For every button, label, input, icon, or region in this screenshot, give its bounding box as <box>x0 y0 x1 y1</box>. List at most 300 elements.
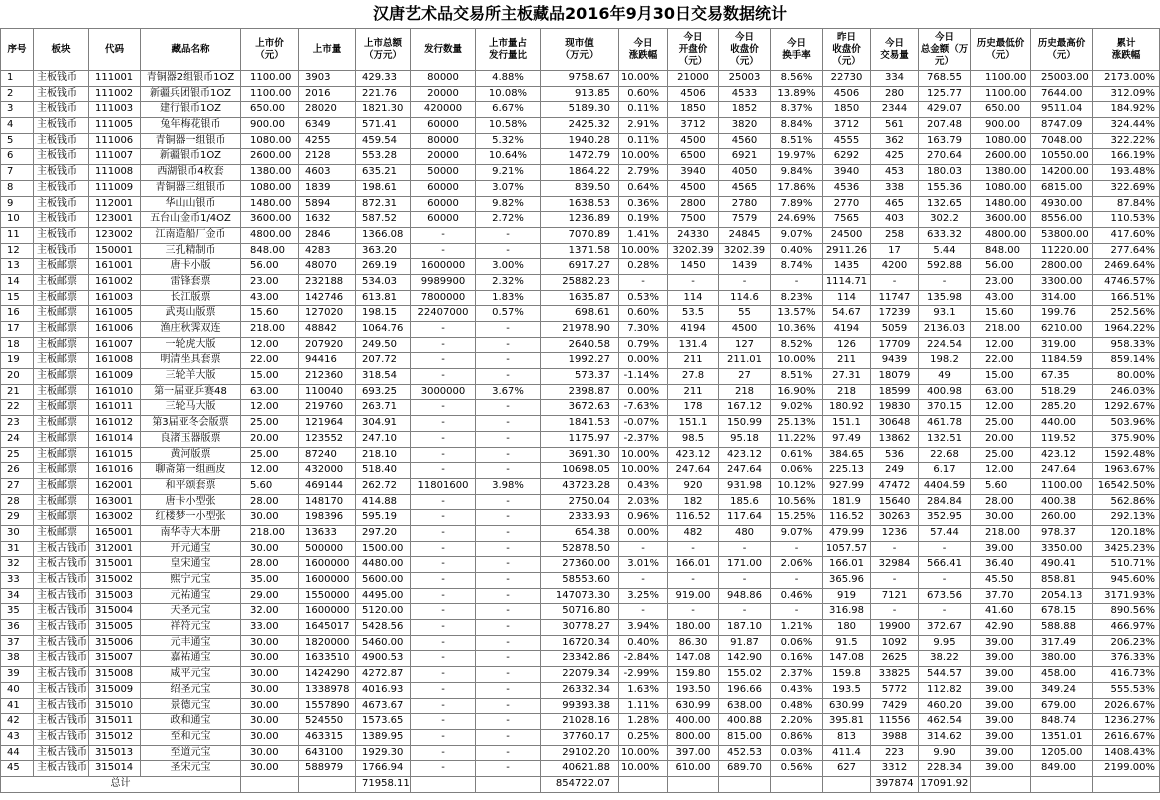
cell-open-price: 919.00 <box>668 589 719 605</box>
cell-daily-amount: 224.54 <box>919 338 971 354</box>
cell-listing-volume: 2846 <box>299 228 356 244</box>
cell-cumulative-change: 1292.67% <box>1093 400 1160 416</box>
empty-cell <box>668 777 719 793</box>
cell-listing-price: 25.00 <box>241 416 299 432</box>
cell-market-value: 3691.30 <box>541 448 619 464</box>
cell-listing-total: 263.71 <box>356 400 411 416</box>
cell-listing-total: 269.19 <box>356 259 411 275</box>
cell-section: 主板邮票 <box>34 291 89 307</box>
cell-listing-ratio: - <box>476 636 541 652</box>
cell-turnover-rate: 8.37% <box>771 102 823 118</box>
cell-open-price: 21000 <box>668 71 719 87</box>
cell-listing-price: 2600.00 <box>241 149 299 165</box>
cell-listing-volume: 643100 <box>299 746 356 762</box>
cell-market-value: 2333.93 <box>541 510 619 526</box>
cell-code: 161001 <box>89 259 141 275</box>
cell-issue-quantity: 60000 <box>411 118 476 134</box>
cell-historic-low: 1100.00 <box>971 87 1031 103</box>
cell-historic-low: 20.00 <box>971 432 1031 448</box>
cell-turnover-rate: 13.89% <box>771 87 823 103</box>
cell-daily-amount: 4404.59 <box>919 479 971 495</box>
cell-prev-close: 116.52 <box>823 510 871 526</box>
cell-daily-amount: - <box>919 275 971 291</box>
cell-turnover-rate: 0.46% <box>771 589 823 605</box>
cell-code: 111003 <box>89 102 141 118</box>
column-header-listing-volume: 上市量 <box>299 29 356 71</box>
cell-item-name: 华山山银币 <box>141 197 241 213</box>
cell-historic-low: 2600.00 <box>971 149 1031 165</box>
cell-market-value: 2640.58 <box>541 338 619 354</box>
cell-market-value: 1864.22 <box>541 165 619 181</box>
cell-turnover-rate: 17.86% <box>771 181 823 197</box>
cell-turnover-rate: 9.02% <box>771 400 823 416</box>
cell-section: 主板古钱币 <box>34 620 89 636</box>
cell-turnover-rate: 9.84% <box>771 165 823 181</box>
cell-market-value: 43723.28 <box>541 479 619 495</box>
cell-daily-change: 10.00% <box>619 761 668 777</box>
cell-daily-volume: 223 <box>871 746 919 762</box>
cell-code: 150001 <box>89 244 141 260</box>
cell-historic-high: 349.24 <box>1031 683 1093 699</box>
cell-daily-amount: 460.20 <box>919 699 971 715</box>
cell-cumulative-change: 416.73% <box>1093 667 1160 683</box>
cell-turnover-rate: 2.20% <box>771 714 823 730</box>
cell-issue-quantity: - <box>411 228 476 244</box>
cell-code: 315011 <box>89 714 141 730</box>
cell-daily-change: - <box>619 275 668 291</box>
cell-item-name: 皇宋通宝 <box>141 557 241 573</box>
cell-market-value: 30778.27 <box>541 620 619 636</box>
cell-close-price: 4500 <box>719 322 771 338</box>
cell-index: 42 <box>1 714 34 730</box>
cell-listing-total: 363.20 <box>356 244 411 260</box>
cell-historic-low: 25.00 <box>971 416 1031 432</box>
cell-turnover-rate: 10.36% <box>771 322 823 338</box>
cell-prev-close: 627 <box>823 761 871 777</box>
cell-market-value: 2398.87 <box>541 385 619 401</box>
cell-daily-amount: 633.32 <box>919 228 971 244</box>
cell-prev-close: 91.5 <box>823 636 871 652</box>
cell-listing-total: 221.76 <box>356 87 411 103</box>
cell-daily-volume: 30263 <box>871 510 919 526</box>
cell-historic-low: 5.60 <box>971 479 1031 495</box>
empty-cell <box>1031 777 1093 793</box>
cell-open-price: 166.01 <box>668 557 719 573</box>
cell-daily-amount: 163.79 <box>919 134 971 150</box>
cell-daily-volume: 1236 <box>871 526 919 542</box>
cell-daily-change: 10.00% <box>619 746 668 762</box>
cell-daily-volume: 19900 <box>871 620 919 636</box>
cell-turnover-rate: 8.52% <box>771 338 823 354</box>
cell-listing-volume: 121964 <box>299 416 356 432</box>
cell-listing-volume: 524550 <box>299 714 356 730</box>
cell-cumulative-change: 16542.50% <box>1093 479 1160 495</box>
cell-index: 38 <box>1 651 34 667</box>
cell-turnover-rate: - <box>771 542 823 558</box>
cell-listing-ratio: - <box>476 228 541 244</box>
cell-daily-amount: 314.62 <box>919 730 971 746</box>
cell-cumulative-change: 417.60% <box>1093 228 1160 244</box>
cell-issue-quantity: - <box>411 322 476 338</box>
cell-historic-high: 317.49 <box>1031 636 1093 652</box>
cell-daily-change: 10.00% <box>619 149 668 165</box>
cell-daily-amount: 370.15 <box>919 400 971 416</box>
cell-prev-close: 166.01 <box>823 557 871 573</box>
cell-daily-change: 1.63% <box>619 683 668 699</box>
cell-cumulative-change: 958.33% <box>1093 338 1160 354</box>
cell-index: 39 <box>1 667 34 683</box>
cell-historic-low: 22.00 <box>971 353 1031 369</box>
cell-item-name: 五台山金币1/4OZ <box>141 212 241 228</box>
cell-close-price: 423.12 <box>719 448 771 464</box>
cell-historic-low: 39.00 <box>971 636 1031 652</box>
cell-prev-close: 1114.71 <box>823 275 871 291</box>
cell-issue-quantity: 22407000 <box>411 306 476 322</box>
cell-listing-price: 30.00 <box>241 683 299 699</box>
cell-item-name: 三轮羊大版 <box>141 369 241 385</box>
cell-turnover-rate: 10.56% <box>771 495 823 511</box>
cell-open-price: 211 <box>668 353 719 369</box>
cell-listing-price: 30.00 <box>241 510 299 526</box>
cell-code: 165001 <box>89 526 141 542</box>
cell-cumulative-change: 2199.00% <box>1093 761 1160 777</box>
cell-prev-close: 1850 <box>823 102 871 118</box>
cell-listing-total: 587.52 <box>356 212 411 228</box>
cell-turnover-rate: 0.48% <box>771 699 823 715</box>
cell-item-name: 圣宋元宝 <box>141 761 241 777</box>
cell-item-name: 武夷山版票 <box>141 306 241 322</box>
cell-cumulative-change: 2616.67% <box>1093 730 1160 746</box>
cell-prev-close: 1435 <box>823 259 871 275</box>
column-header-daily-amount: 今日 总金额（万元） <box>919 29 971 71</box>
cell-close-price: 1439 <box>719 259 771 275</box>
cell-daily-volume: 3988 <box>871 730 919 746</box>
cell-listing-ratio: 2.32% <box>476 275 541 291</box>
cell-close-price: 187.10 <box>719 620 771 636</box>
cell-section: 主板钱币 <box>34 118 89 134</box>
cell-market-value: 1841.53 <box>541 416 619 432</box>
cell-turnover-rate: 9.07% <box>771 228 823 244</box>
cell-prev-close: 180.92 <box>823 400 871 416</box>
cell-open-price: 7500 <box>668 212 719 228</box>
cell-cumulative-change: 292.13% <box>1093 510 1160 526</box>
cell-listing-total: 429.33 <box>356 71 411 87</box>
cell-item-name: 江南造船厂金币 <box>141 228 241 244</box>
cell-daily-volume: 7121 <box>871 589 919 605</box>
empty-cell <box>823 777 871 793</box>
cell-close-price: 4050 <box>719 165 771 181</box>
cell-market-value: 573.37 <box>541 369 619 385</box>
cell-section: 主板邮票 <box>34 400 89 416</box>
cell-historic-low: 39.00 <box>971 683 1031 699</box>
cell-cumulative-change: 466.97% <box>1093 620 1160 636</box>
cell-close-price: 400.88 <box>719 714 771 730</box>
cell-listing-volume: 1820000 <box>299 636 356 652</box>
cell-issue-quantity: 7800000 <box>411 291 476 307</box>
cell-cumulative-change: 2469.64% <box>1093 259 1160 275</box>
cell-daily-volume: 11556 <box>871 714 919 730</box>
cell-historic-low: 28.00 <box>971 495 1031 511</box>
cell-daily-amount: - <box>919 542 971 558</box>
cell-close-price: 6921 <box>719 149 771 165</box>
cell-open-price: - <box>668 275 719 291</box>
cell-listing-ratio: - <box>476 353 541 369</box>
cell-daily-change: 10.00% <box>619 448 668 464</box>
cell-listing-volume: 1557890 <box>299 699 356 715</box>
cell-listing-total: 198.61 <box>356 181 411 197</box>
cell-historic-low: 218.00 <box>971 526 1031 542</box>
cell-prev-close: 479.99 <box>823 526 871 542</box>
cell-market-value: 16720.34 <box>541 636 619 652</box>
cell-daily-volume: 5772 <box>871 683 919 699</box>
cell-index: 41 <box>1 699 34 715</box>
cell-historic-high: 314.00 <box>1031 291 1093 307</box>
cell-close-price: - <box>719 275 771 291</box>
cell-daily-volume: 18599 <box>871 385 919 401</box>
cell-market-value: 26332.34 <box>541 683 619 699</box>
cell-index: 30 <box>1 526 34 542</box>
cell-listing-volume: 469144 <box>299 479 356 495</box>
cell-cumulative-change: 2173.00% <box>1093 71 1160 87</box>
cell-item-name: 祥符元宝 <box>141 620 241 636</box>
cell-section: 主板古钱币 <box>34 746 89 762</box>
column-header-listing-price: 上市价 （元） <box>241 29 299 71</box>
cell-code: 161008 <box>89 353 141 369</box>
cell-daily-volume: 249 <box>871 463 919 479</box>
cell-close-price: 2780 <box>719 197 771 213</box>
cell-turnover-rate: 15.25% <box>771 510 823 526</box>
cell-prev-close: 218 <box>823 385 871 401</box>
cell-daily-amount: 768.55 <box>919 71 971 87</box>
column-header-item-name: 藏品名称 <box>141 29 241 71</box>
cell-close-price: 3820 <box>719 118 771 134</box>
empty-cell <box>411 777 476 793</box>
cell-daily-amount: 5.44 <box>919 244 971 260</box>
cell-code: 161007 <box>89 338 141 354</box>
cell-daily-change: 0.00% <box>619 385 668 401</box>
cell-listing-volume: 1600000 <box>299 557 356 573</box>
cell-historic-high: 67.35 <box>1031 369 1093 385</box>
cell-open-price: 630.99 <box>668 699 719 715</box>
cell-daily-amount: 135.98 <box>919 291 971 307</box>
cell-code: 163001 <box>89 495 141 511</box>
column-header-daily-change: 今日 涨跌幅 <box>619 29 668 71</box>
cell-index: 2 <box>1 87 34 103</box>
cell-market-value: 25882.23 <box>541 275 619 291</box>
cell-listing-volume: 4283 <box>299 244 356 260</box>
cell-turnover-rate: - <box>771 604 823 620</box>
cell-listing-price: 1080.00 <box>241 181 299 197</box>
cell-daily-amount: 461.78 <box>919 416 971 432</box>
cell-index: 22 <box>1 400 34 416</box>
cell-listing-price: 900.00 <box>241 118 299 134</box>
cell-index: 12 <box>1 244 34 260</box>
cell-item-name: 长江版票 <box>141 291 241 307</box>
cell-prev-close: 159.8 <box>823 667 871 683</box>
cell-listing-volume: 198396 <box>299 510 356 526</box>
cell-historic-high: 2054.13 <box>1031 589 1093 605</box>
cell-item-name: 聊斋第一组画皮 <box>141 463 241 479</box>
cell-historic-high: 14200.00 <box>1031 165 1093 181</box>
cell-code: 161012 <box>89 416 141 432</box>
cell-issue-quantity: - <box>411 510 476 526</box>
cell-daily-change: 0.11% <box>619 102 668 118</box>
cell-issue-quantity: 80000 <box>411 134 476 150</box>
cell-daily-amount: 352.95 <box>919 510 971 526</box>
cell-historic-high: 10550.00 <box>1031 149 1093 165</box>
cell-open-price: 178 <box>668 400 719 416</box>
cell-close-price: 196.66 <box>719 683 771 699</box>
cell-daily-volume: 3312 <box>871 761 919 777</box>
cell-close-price: 247.64 <box>719 463 771 479</box>
cell-daily-volume: 5059 <box>871 322 919 338</box>
cell-daily-amount: 462.54 <box>919 714 971 730</box>
cell-listing-ratio: - <box>476 557 541 573</box>
cell-historic-high: 1100.00 <box>1031 479 1093 495</box>
cell-historic-high: 3350.00 <box>1031 542 1093 558</box>
cell-historic-low: 37.70 <box>971 589 1031 605</box>
cell-prev-close: 3940 <box>823 165 871 181</box>
cell-cumulative-change: 1964.22% <box>1093 322 1160 338</box>
cell-daily-volume: 32984 <box>871 557 919 573</box>
cell-open-price: 3202.39 <box>668 244 719 260</box>
cell-issue-quantity: - <box>411 573 476 589</box>
cell-listing-price: 15.60 <box>241 306 299 322</box>
cell-listing-price: 28.00 <box>241 557 299 573</box>
cell-open-price: 147.08 <box>668 651 719 667</box>
cell-listing-total: 518.40 <box>356 463 411 479</box>
cell-historic-high: 458.00 <box>1031 667 1093 683</box>
cell-historic-high: 7644.00 <box>1031 87 1093 103</box>
cell-historic-low: 45.50 <box>971 573 1031 589</box>
cell-cumulative-change: 1592.48% <box>1093 448 1160 464</box>
cell-daily-amount: 132.65 <box>919 197 971 213</box>
cell-listing-price: 12.00 <box>241 338 299 354</box>
cell-historic-high: 247.64 <box>1031 463 1093 479</box>
cell-listing-volume: 13633 <box>299 526 356 542</box>
cell-listing-ratio: 9.82% <box>476 197 541 213</box>
cell-historic-low: 1380.00 <box>971 165 1031 181</box>
cell-listing-volume: 110040 <box>299 385 356 401</box>
cell-turnover-rate: 2.06% <box>771 557 823 573</box>
cell-prev-close: 1057.57 <box>823 542 871 558</box>
cell-prev-close: 147.08 <box>823 651 871 667</box>
cell-daily-amount: 270.64 <box>919 149 971 165</box>
cell-item-name: 开元通宝 <box>141 542 241 558</box>
cell-open-price: 182 <box>668 495 719 511</box>
cell-listing-total: 4272.87 <box>356 667 411 683</box>
cell-historic-low: 42.90 <box>971 620 1031 636</box>
cell-listing-volume: 1338978 <box>299 683 356 699</box>
cell-issue-quantity: - <box>411 651 476 667</box>
cell-historic-low: 218.00 <box>971 322 1031 338</box>
cell-historic-high: 6815.00 <box>1031 181 1093 197</box>
cell-turnover-rate: 24.69% <box>771 212 823 228</box>
cell-close-price: 4560 <box>719 134 771 150</box>
cell-market-value: 839.50 <box>541 181 619 197</box>
cell-listing-total: 613.81 <box>356 291 411 307</box>
cell-cumulative-change: 1408.43% <box>1093 746 1160 762</box>
cell-close-price: 167.12 <box>719 400 771 416</box>
cell-market-value: 1472.79 <box>541 149 619 165</box>
cell-open-price: 3940 <box>668 165 719 181</box>
cell-market-value: 1175.97 <box>541 432 619 448</box>
cell-index: 32 <box>1 557 34 573</box>
cell-listing-ratio: 3.00% <box>476 259 541 275</box>
cell-turnover-rate: 0.86% <box>771 730 823 746</box>
total-listing-total: 71958.11 <box>356 777 411 793</box>
cell-code: 111007 <box>89 149 141 165</box>
cell-daily-amount: 566.41 <box>919 557 971 573</box>
cell-code: 315001 <box>89 557 141 573</box>
cell-cumulative-change: 110.53% <box>1093 212 1160 228</box>
cell-daily-change: 10.00% <box>619 463 668 479</box>
cell-item-name: 第一届亚乒赛48 <box>141 385 241 401</box>
cell-section: 主板古钱币 <box>34 636 89 652</box>
cell-historic-low: 41.60 <box>971 604 1031 620</box>
cell-historic-high: 848.74 <box>1031 714 1093 730</box>
cell-index: 45 <box>1 761 34 777</box>
column-header-code: 代码 <box>89 29 141 71</box>
cell-index: 17 <box>1 322 34 338</box>
cell-close-price: 1852 <box>719 102 771 118</box>
cell-open-price: 482 <box>668 526 719 542</box>
cell-market-value: 6917.27 <box>541 259 619 275</box>
cell-section: 主板邮票 <box>34 495 89 511</box>
cell-listing-total: 5460.00 <box>356 636 411 652</box>
cell-market-value: 40621.88 <box>541 761 619 777</box>
cell-listing-volume: 232188 <box>299 275 356 291</box>
cell-daily-amount: 592.88 <box>919 259 971 275</box>
cell-turnover-rate: 8.56% <box>771 71 823 87</box>
cell-open-price: 114 <box>668 291 719 307</box>
cell-item-name: 良渚玉器版票 <box>141 432 241 448</box>
cell-daily-volume: 338 <box>871 181 919 197</box>
cell-daily-volume: 15640 <box>871 495 919 511</box>
cell-listing-price: 1100.00 <box>241 71 299 87</box>
cell-daily-volume: 7429 <box>871 699 919 715</box>
cell-listing-ratio: - <box>476 526 541 542</box>
cell-code: 163002 <box>89 510 141 526</box>
cell-prev-close: 3712 <box>823 118 871 134</box>
empty-cell <box>719 777 771 793</box>
cell-historic-low: 39.00 <box>971 667 1031 683</box>
cell-issue-quantity: 20000 <box>411 87 476 103</box>
cell-historic-low: 848.00 <box>971 244 1031 260</box>
cell-turnover-rate: 7.89% <box>771 197 823 213</box>
cell-listing-volume: 432000 <box>299 463 356 479</box>
cell-historic-high: 380.00 <box>1031 651 1093 667</box>
cell-daily-volume: 17239 <box>871 306 919 322</box>
cell-daily-amount: 228.34 <box>919 761 971 777</box>
cell-market-value: 37760.17 <box>541 730 619 746</box>
empty-cell <box>476 777 541 793</box>
cell-listing-volume: 2128 <box>299 149 356 165</box>
cell-code: 315013 <box>89 746 141 762</box>
cell-listing-ratio: - <box>476 400 541 416</box>
cell-index: 36 <box>1 620 34 636</box>
cell-issue-quantity: 9989900 <box>411 275 476 291</box>
cell-listing-price: 56.00 <box>241 259 299 275</box>
cell-issue-quantity: - <box>411 353 476 369</box>
cell-market-value: 1236.89 <box>541 212 619 228</box>
cell-historic-low: 12.00 <box>971 400 1031 416</box>
cell-issue-quantity: - <box>411 369 476 385</box>
cell-market-value: 1635.87 <box>541 291 619 307</box>
cell-turnover-rate: 10.00% <box>771 353 823 369</box>
cell-listing-ratio: 0.57% <box>476 306 541 322</box>
cell-market-value: 99393.38 <box>541 699 619 715</box>
